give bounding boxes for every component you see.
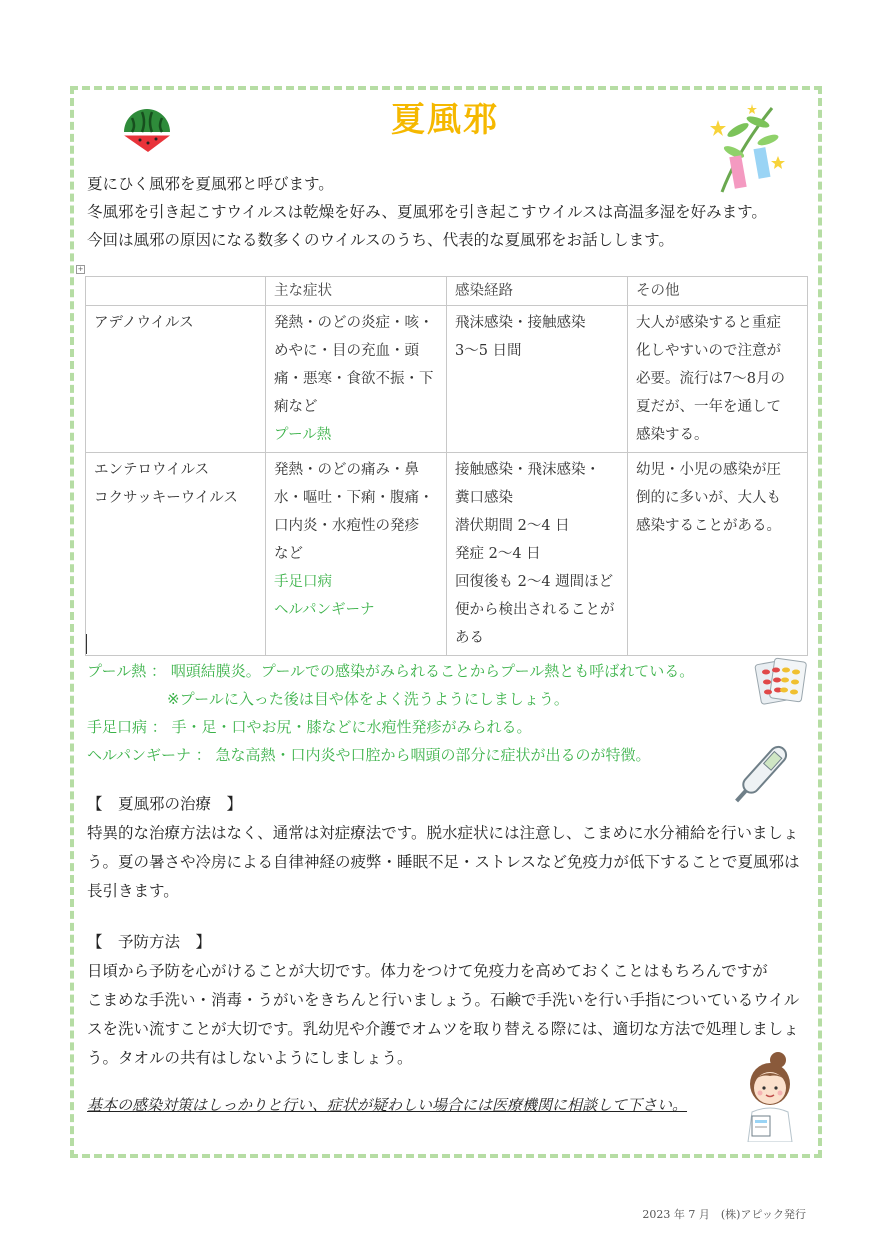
other-line: 感染することがある。 [636,518,781,534]
section-line: 長引きます。 [87,882,179,900]
route-line: 糞口感染 [455,490,513,506]
symptom-line: めやに・目の充血・頭 [274,343,419,359]
definition-line: 手足口病 ： 手・足・口やお尻・膝などに水疱性発疹がみられる。 [87,718,532,736]
symptom-line: 痛・悪寒・食欲不振・下 [274,371,434,387]
route-line: 潜伏期間 2〜4 日 [455,518,570,534]
table-move-handle-icon[interactable]: + [77,265,84,273]
definition-line: ヘルパンギーナ ： 急な高熱・口内炎や口腔から咽頭の部分に症状が出るのが特徴。 [87,746,651,764]
definition-line: プール熱 ： 咽頭結膜炎。プールでの感染がみられることからプール熱とも呼ばれている。 [87,662,695,680]
disease-definitions [87,657,694,769]
virus-name: コクサッキーウイルス [94,490,238,506]
virus-name-cell [86,306,266,453]
route-line: 接触感染・飛沫感染・ [455,462,600,478]
section-line: 日頃から予防を心がけることが大切です。体力をつけて免疫力を高めておくことはもちろんですが [87,962,768,980]
symptom-line: 発熱・のどの炎症・咳・ [274,315,434,331]
symptom-line: 痢など [274,399,318,415]
other-line: 必要。流行は7〜8月の [636,371,785,387]
route-line: ある [455,630,484,646]
route-cell [447,453,628,656]
intro-text [87,170,767,254]
medicine-blister-icon [754,656,808,706]
other-cell [628,306,808,453]
other-line: 幼児・小児の感染が圧 [636,462,781,478]
disease-label: ヘルパンギーナ [274,602,375,618]
text-cursor [86,634,87,654]
intro-line: 夏にひく風邪を夏風邪と呼びます。 [87,175,334,193]
route-cell [447,306,628,453]
route-line: 飛沫感染・接触感染 [455,315,586,331]
symptoms-cell [266,453,447,656]
other-line: 夏だが、一年を通して [636,399,781,415]
symptom-line: 水・嘔吐・下痢・腹痛・ [274,490,434,506]
table-header-row [86,277,808,306]
other-line: 感染する。 [636,427,709,443]
route-line: 発症 2〜4 日 [455,546,541,562]
nurse-icon [738,1050,802,1142]
table-row [86,306,808,453]
section-heading: 【 予防方法 】 [87,933,212,951]
disease-label: 手足口病 [274,574,332,590]
other-line: 倒的に多いが、大人も [636,490,781,506]
section-line: こまめな手洗い・消毒・うがいをきちんと行いましょう。石鹸で手洗いを行い手指についているウイル [87,991,800,1009]
symptom-line: 口内炎・水疱性の発疹 [274,518,419,534]
table-header-cell: 主な症状 [266,277,447,306]
table-row [86,453,808,656]
page-title: 夏風邪 [391,100,499,140]
virus-name-cell [86,453,266,656]
symptom-line: 発熱・のどの痛み・鼻 [274,462,419,478]
virus-table [85,276,808,656]
virus-name: アデノウイルス [94,315,194,331]
definition-note: ※プールに入った後は目や体をよく洗うようにしましょう。 [167,690,569,708]
table-header-cell: 感染経路 [447,277,628,306]
section-line: スを洗い流すことが大切です。乳幼児や介護でオムツを取り替える際には、適切な方法で処理しましょ [87,1020,799,1038]
treatment-section [87,790,817,906]
intro-line: 冬風邪を引き起こすウイルスは乾燥を好み、夏風邪を引き起こすウイルスは高温多湿を好みます。 [87,203,767,221]
symptom-line: など [274,546,303,562]
route-line: 3〜5 日間 [455,343,522,359]
virus-name: エンテロウイルス [94,462,210,478]
other-line: 大人が感染すると重症 [636,315,781,331]
publisher-credit: 2023 年 7 月 (株)アピック発行 [642,1208,806,1221]
prevention-section [87,928,817,1073]
route-line: 回復後も 2〜4 週間ほど [455,574,614,590]
other-line: 化しやすいので注意が [636,343,781,359]
table-header-cell [86,277,266,306]
section-line: 特異的な治療方法はなく、通常は対症療法です。脱水症状には注意し、こまめに水分補給を行いましょ [87,824,799,842]
disease-label: プール熱 [274,427,332,443]
closing-note: 基本の感染対策はしっかりと行い、症状が疑わしい場合には医療機関に相談して下さい。 [87,1096,688,1114]
table-header-cell: その他 [628,277,808,306]
section-line: う。タオルの共有はしないようにしましょう。 [87,1049,413,1067]
section-heading: 【 夏風邪の治療 】 [87,795,243,813]
intro-line: 今回は風邪の原因になる数多くのウイルスのうち、代表的な夏風邪をお話しします。 [87,231,674,249]
route-line: 便から検出されることが [455,602,615,618]
other-cell [628,453,808,656]
symptoms-cell [266,306,447,453]
section-line: う。夏の暑さや冷房による自律神経の疲弊・睡眠不足・ストレスなど免疫力が低下することで夏風邪は [87,853,800,871]
